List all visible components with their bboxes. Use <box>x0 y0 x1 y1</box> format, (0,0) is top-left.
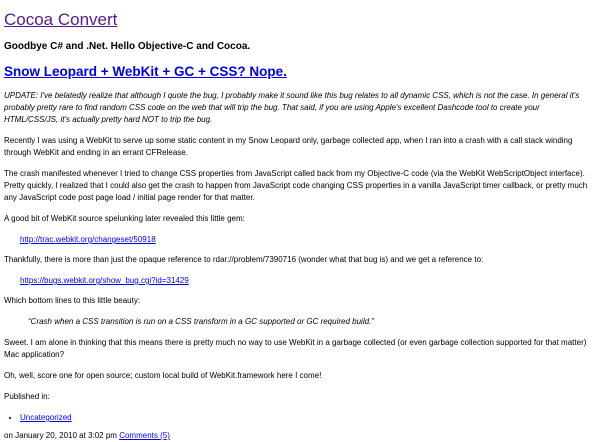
post-title <box>4 63 596 80</box>
category-link[interactable]: Uncategorized <box>20 413 72 422</box>
post-update-note: UPDATE: I've belatedly realize that although I quote the bug, I probably make it sound like this bug relates to all dynamic CSS, which is not the case. In general it's probably pretty rare to find random CSS code on the web that will trip the bug. That said, if you are using Apple's excellent Dashcode tool to create your HTML/CSS/JS, it's actually pretty hard NOT to trip the bug. <box>4 91 580 124</box>
post-paragraph-3: A good bit of WebKit source spelunking later revealed this little gem: <box>4 214 245 223</box>
post-paragraph-5: Which bottom lines to this little beauty: <box>4 296 141 305</box>
post-paragraph-1: Recently I was using a WebKit to serve up some static content in my Snow Leopard only, garbage collected app, when I ran into a crash with a call stack winding through WebKit and ending in an errant CFRelease. <box>4 136 573 157</box>
webkit-bug-link[interactable]: https://bugs.webkit.org/show_bug.cgi?id=31429 <box>20 276 189 285</box>
post-paragraph-4: Thankfully, there is more than just the opaque reference to rdar://problem/7390716 (wonder what that bug is) and we get a reference to: <box>4 255 484 264</box>
post-date: on January 20, 2010 at 3:02 pm <box>4 431 117 440</box>
category-list-item <box>20 412 596 424</box>
blog-title-link[interactable]: Cocoa Convert <box>4 10 118 29</box>
post-paragraph-2: The crash manifested whenever I tried to change CSS properties from JavaScript called back from my Objective-C code (via the WebKit WebScriptObject interface). Pretty quickly, I realized that I could also get the crash to happen from JavaScript code changing CSS properties in a vanilla JavaScript timer callback, or pretty much any JavaScript code post page load / initial page render for that matter. <box>4 169 588 202</box>
published-in-label: Published in: <box>4 392 50 401</box>
post-paragraph-6: Sweet. I am alone in thinking that this means there is pretty much no way to use WebKit in a garbage collected (or even garbage collection supported for that matter) Mac application? <box>4 338 587 359</box>
blog-tagline: Goodbye C# and .Net. Hello Objective-C and Cocoa. <box>4 41 251 52</box>
post-paragraph-7: Oh, well, score one for open source; custom local build of WebKit.framework here I come! <box>4 371 322 380</box>
category-list <box>4 412 596 424</box>
bug-quote: “Crash when a CSS transition is run on a CSS transform in a GC supported or GC required build.” <box>28 317 374 326</box>
post-title-link[interactable]: Snow Leopard + WebKit + GC + CSS? Nope. <box>4 64 287 79</box>
changeset-link-wrapper <box>20 234 596 246</box>
webkit-changeset-link[interactable]: http://trac.webkit.org/changeset/50918 <box>20 235 156 244</box>
post-meta <box>4 430 596 442</box>
bug-link-wrapper <box>20 275 596 287</box>
comments-link[interactable]: Comments (5) <box>119 431 170 440</box>
